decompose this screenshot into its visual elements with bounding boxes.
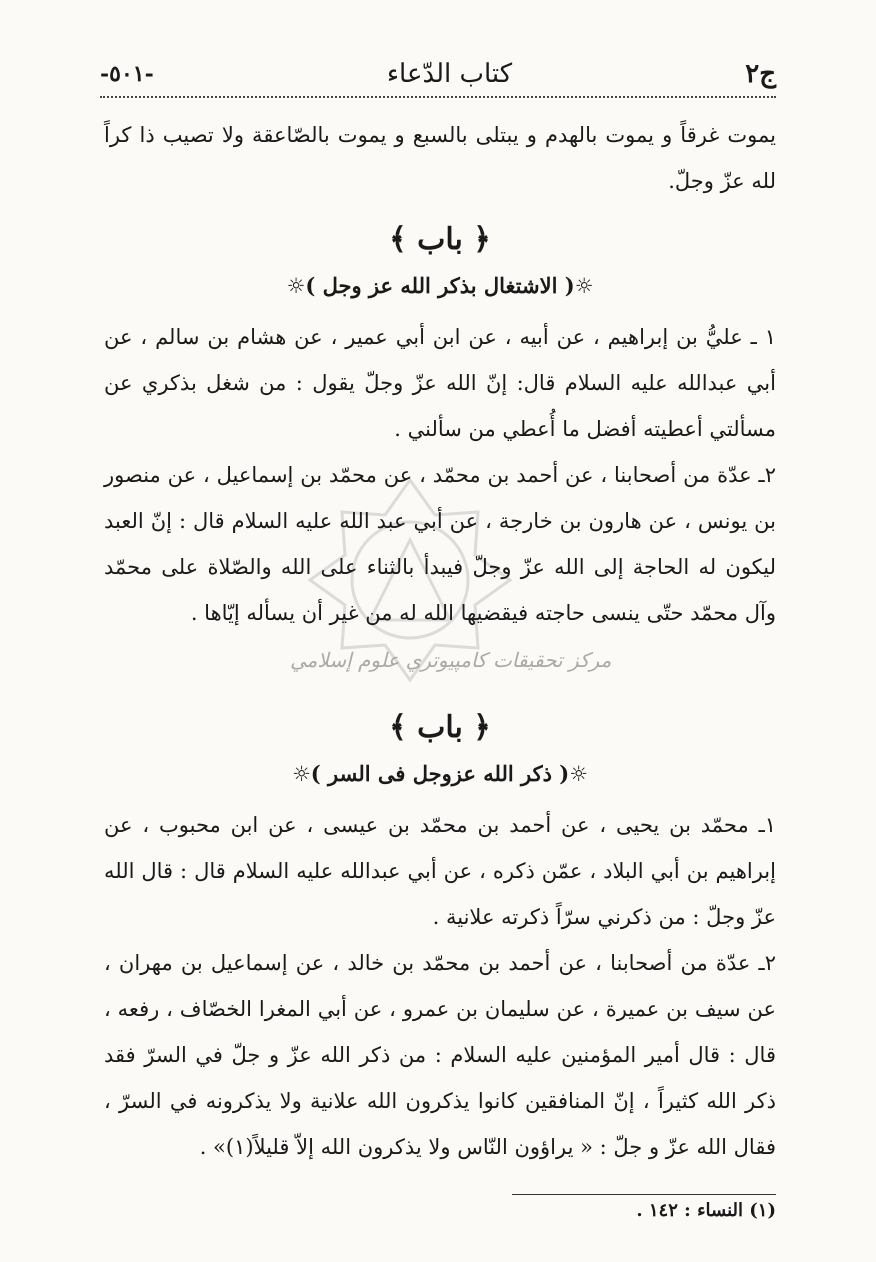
section-title: ﴿ باب ﴾ (389, 710, 491, 745)
header-divider (100, 96, 776, 98)
section-heading: ☼( ذكر الله عزوجل فى السر )☼ (291, 761, 588, 786)
hadith-paragraph: ١ ـ عليُّ بن إبراهيم ، عن أبيه ، عن ابن أبي عمير ، عن هشام بن سالم ، عن أبي عبدالله عليه السلام قال: إنّ الله عزّ وجلّ يقول : من شغل بذكري عن مسألتي أعطيته أفضل ما أُعطي من سألني . (104, 325, 776, 441)
footnote: (١) النساء : ١٤٢ . (636, 1200, 776, 1221)
continuation-paragraph: يموت غرقاً و يموت بالهدم و يبتلى بالسبع و يموت بالصّاعقة ولا تصيب ذا كراً لله عزّ وجلّ. (104, 123, 776, 193)
hadith-paragraph: ٢ـ عدّة من أصحابنا ، عن أحمد بن محمّد ، عن محمّد بن إسماعيل ، عن منصور بن يونس ، عن هارون بن خارجة ، عن أبي عبد الله عليه السلام قال : إنّ العبد ليكون له الحاجة إلى الله عزّ وجلّ فيبدأ بالثناء على الله والصّلاة على محمّد وآل محمّد حتّى ينسى حاجته فيقضيها الله له من غير أن يسأله إيّاها . (104, 463, 776, 625)
running-head (100, 56, 776, 92)
watermark-text: مركز تحقيقات كامپيوتري علوم إسلامي (290, 648, 612, 672)
section-gap (104, 636, 776, 692)
section-heading: ☼( الاشتغال بذكر الله عز وجل )☼ (286, 273, 594, 298)
page-number: -٥٠١- (100, 61, 154, 87)
section-title: ﴿ باب ﴾ (389, 222, 491, 257)
book-title: كتاب الدّعاء (386, 59, 513, 89)
hadith-paragraph: ٢ـ عدّة من أصحابنا ، عن أحمد بن محمّد بن خالد ، عن إسماعيل بن مهران ، عن سيف بن عميرة ، عن سليمان بن عمرو ، عن أبي المغرا الخصّاف ، رفعه ، قال : قال أمير المؤمنين عليه السلام : من ذكر الله عزّ و جلّ في السرّ فقد ذكر الله كثيراً ، إنّ المنافقين كانوا يذكرون الله علانية ولا يذكرونه في السرّ ، فقال الله عزّ و جلّ : « يراؤون النّاس ولا يذكرون الله إلاّ قليلاً(١)» . (104, 951, 776, 1159)
footnote-divider (512, 1194, 776, 1195)
volume-label: ج٢ (745, 59, 776, 89)
hadith-paragraph: ١ـ محمّد بن يحيى ، عن أحمد بن محمّد بن عيسى ، عن ابن محبوب ، عن إبراهيم بن أبي البلاد ، عمّن ذكره ، عن أبي عبدالله عليه السلام قال : قال الله عزّ وجلّ : من ذكرني سرّاً ذكرته علانية . (104, 813, 776, 929)
text-body (104, 112, 776, 1170)
